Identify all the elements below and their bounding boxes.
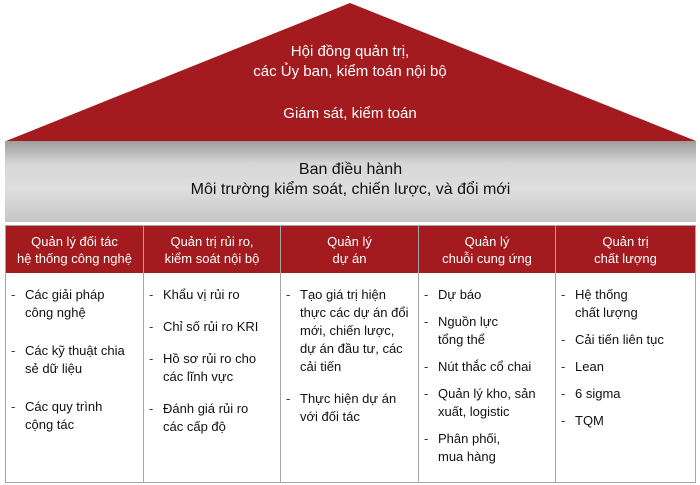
list-item-text: Các kỹ thuật chia: [25, 343, 125, 358]
list-item-text: Nút thắc cổ chai: [438, 359, 532, 374]
pillar-item-list: [144, 286, 280, 450]
list-item: [561, 331, 695, 349]
bullet-dash-icon: -: [149, 351, 154, 366]
pillar-title: [8, 233, 141, 267]
bullet-dash-icon: -: [424, 314, 429, 329]
list-item: [11, 342, 143, 378]
bullet-dash-icon: -: [11, 399, 16, 414]
list-item: [424, 286, 555, 304]
bullet-dash-icon: -: [149, 287, 154, 302]
bullet-dash-icon: -: [561, 359, 566, 374]
list-item-text: TQM: [575, 413, 604, 428]
band-subtitle: Môi trường kiểm soát, chiến lược, và đổi mới: [190, 181, 511, 198]
bullet-dash-icon: -: [424, 359, 429, 374]
list-item-text: thực các dự án đổi: [300, 305, 409, 320]
list-item-text: Tạo giá trị hiện: [300, 287, 386, 302]
list-item: [424, 358, 555, 376]
list-item-text: Các quy trình: [25, 399, 103, 414]
list-item-text: Hồ sơ rủi ro cho: [163, 351, 257, 366]
pillar-2: [143, 225, 281, 483]
list-item: [561, 286, 695, 322]
list-item-text: Nguồn lực: [438, 314, 499, 329]
pillar-title-line: Quản trị: [602, 234, 649, 249]
list-item-text: công nghệ: [25, 305, 86, 320]
pillar-title-line: Quản lý đối tác: [31, 234, 118, 249]
roof-title-line-1: Hội đồng quản trị,: [290, 43, 410, 60]
list-item-text: với đối tác: [300, 409, 360, 424]
list-item-text: Lean: [575, 359, 604, 374]
pillar-item-list: [6, 286, 143, 454]
list-item-text: các cấp độ: [163, 419, 226, 434]
list-item: [424, 430, 555, 466]
list-item: [149, 400, 280, 436]
pillar-item-list: [556, 286, 695, 439]
bullet-dash-icon: -: [11, 287, 16, 302]
list-item-text: Hệ thống: [575, 287, 628, 302]
pillar-title: [558, 233, 693, 267]
bullet-dash-icon: -: [561, 413, 566, 428]
list-item-text: xuất, logistic: [438, 404, 510, 419]
list-item-text: Phân phối,: [438, 431, 501, 446]
pillar-5: [555, 225, 696, 483]
list-item-text: Thực hiện dự án: [300, 391, 397, 406]
pillar-title-line: Quản lý: [464, 234, 510, 249]
list-item-text: Quản lý kho, sản: [438, 386, 536, 401]
list-item-text: Đánh giá rủi ro: [163, 401, 249, 416]
list-item: [149, 318, 280, 336]
pillar-header: [556, 226, 695, 273]
bullet-dash-icon: -: [561, 386, 566, 401]
list-item-text: Dự báo: [438, 287, 482, 302]
list-item-text: sẻ dữ liệu: [25, 361, 83, 376]
bullet-dash-icon: -: [11, 343, 16, 358]
list-item-text: cải tiến: [300, 359, 342, 374]
band-title: Ban điều hành: [298, 161, 403, 178]
list-item: [286, 286, 418, 376]
list-item-text: Chỉ số rủi ro KRI: [163, 319, 259, 334]
pillar-title: [146, 233, 278, 267]
bullet-dash-icon: -: [149, 319, 154, 334]
list-item-text: chất lượng: [575, 305, 638, 320]
list-item-text: Các giải pháp: [25, 287, 105, 302]
list-item-text: Khẩu vị rủi ro: [163, 287, 240, 302]
executive-band: [5, 141, 696, 222]
pillar-4: [418, 225, 556, 483]
list-item: [286, 390, 418, 426]
list-item-text: cộng tác: [25, 417, 75, 432]
roof-title-line-2: các Ủy ban, kiểm toán nội bộ: [253, 63, 447, 80]
pillar-title-line: dự án: [332, 251, 367, 266]
bullet-dash-icon: -: [561, 287, 566, 302]
list-item: [424, 385, 555, 421]
list-item: [11, 398, 143, 434]
list-item-text: mới, chiến lược,: [300, 323, 395, 338]
pillar-title-line: chuỗi cung ứng: [442, 251, 532, 266]
pillar-title: [421, 233, 553, 267]
roof-subtitle: Giám sát, kiểm toán: [283, 105, 417, 122]
list-item: [561, 385, 695, 403]
list-item-text: mua hàng: [438, 449, 496, 464]
list-item: [149, 286, 280, 304]
pillar-header: [419, 226, 555, 273]
bullet-dash-icon: -: [149, 401, 154, 416]
list-item: [149, 350, 280, 386]
list-item-text: 6 sigma: [575, 386, 621, 401]
list-item-text: dự án đầu tư, các: [300, 341, 403, 356]
pillar-title-line: kiểm soát nội bộ: [164, 251, 260, 266]
bullet-dash-icon: -: [286, 391, 291, 406]
pillar-item-list: [281, 286, 418, 440]
pillar-header: [6, 226, 143, 273]
bullet-dash-icon: -: [286, 287, 291, 302]
pillar-title-line: chất lượng: [594, 251, 657, 266]
list-item-text: Cải tiến liên tục: [575, 332, 664, 347]
bullet-dash-icon: -: [561, 332, 566, 347]
list-item: [561, 412, 695, 430]
pillar-title-line: Quản trị rủi ro,: [170, 234, 254, 249]
pillar-3: [280, 225, 419, 483]
list-item: [11, 286, 143, 322]
bullet-dash-icon: -: [424, 386, 429, 401]
bullet-dash-icon: -: [424, 431, 429, 446]
bullet-dash-icon: -: [424, 287, 429, 302]
list-item-text: các lĩnh vực: [163, 369, 234, 384]
pillar-title-line: hệ thống công nghệ: [17, 251, 132, 266]
list-item: [424, 313, 555, 349]
pillar-title: [283, 233, 416, 267]
pillar-header: [281, 226, 418, 273]
pillar-header: [144, 226, 280, 273]
list-item-text: tổng thể: [438, 332, 485, 347]
list-item: [561, 358, 695, 376]
pillar-item-list: [419, 286, 555, 475]
pillar-title-line: Quản lý: [327, 234, 372, 249]
pillar-1: [5, 225, 144, 483]
